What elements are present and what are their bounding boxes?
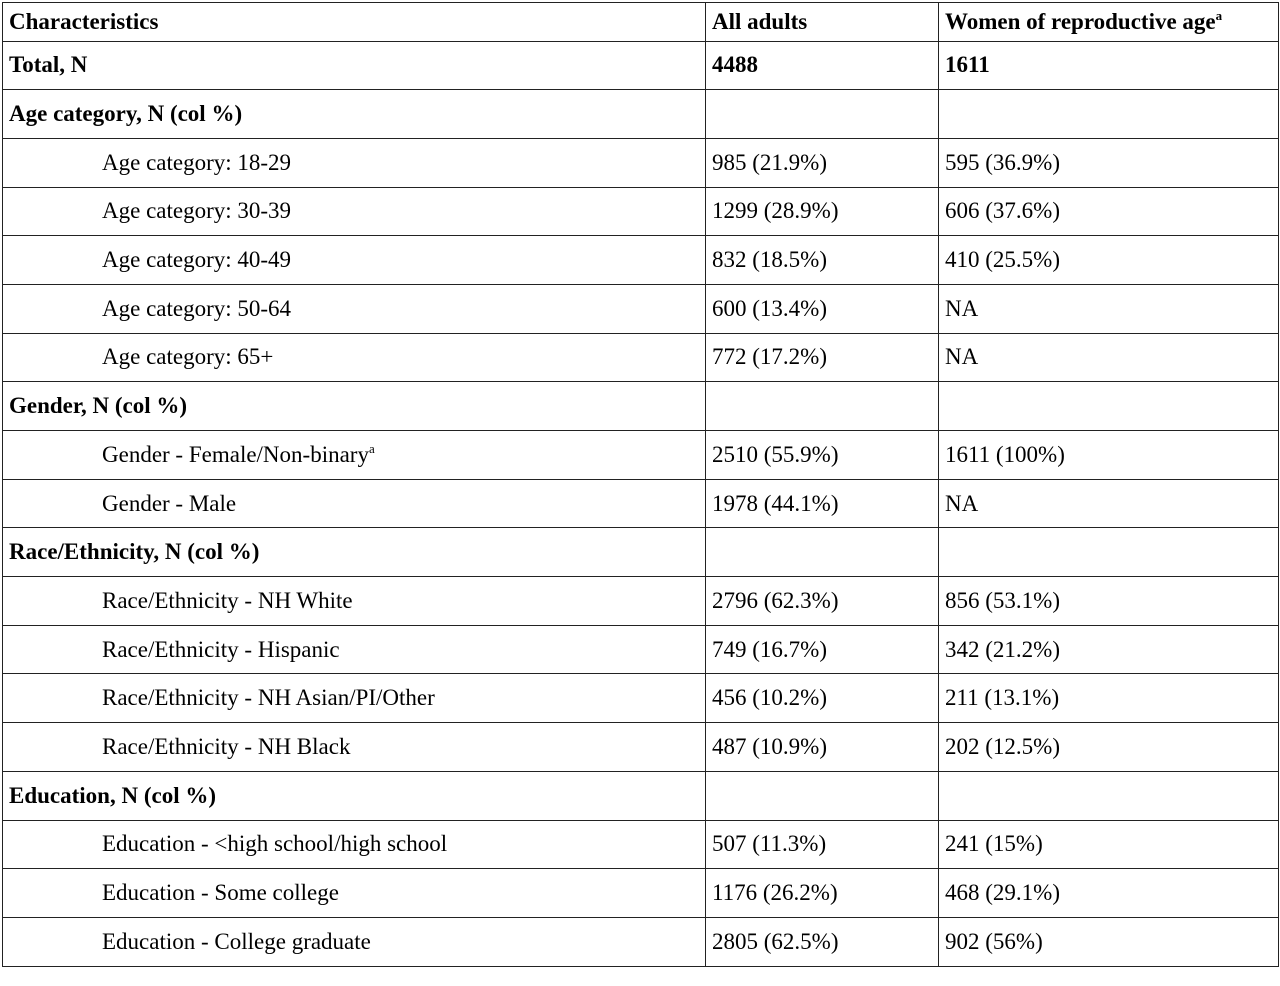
section-label: Race/Ethnicity, N (col %) — [3, 528, 706, 577]
row-women: 606 (37.6%) — [939, 187, 1279, 236]
table-row — [3, 577, 1279, 626]
row-all-adults: 456 (10.2%) — [706, 674, 939, 723]
row-all-adults: 749 (16.7%) — [706, 625, 939, 674]
header-women-footnote-marker: a — [1215, 7, 1223, 23]
row-all-adults — [706, 382, 939, 431]
table-row — [3, 625, 1279, 674]
table-row — [3, 284, 1279, 333]
row-label: Race/Ethnicity - NH White — [3, 577, 706, 626]
row-label: Education - <high school/high school — [3, 820, 706, 869]
row-women: NA — [939, 284, 1279, 333]
row-all-adults: 772 (17.2%) — [706, 333, 939, 382]
table-row-total — [3, 41, 1279, 90]
table-row — [3, 236, 1279, 285]
row-label: Age category: 65+ — [3, 333, 706, 382]
table-header-row — [3, 3, 1279, 42]
row-label: Race/Ethnicity - NH Asian/PI/Other — [3, 674, 706, 723]
section-row-race — [3, 528, 1279, 577]
table-row — [3, 187, 1279, 236]
row-women: 856 (53.1%) — [939, 577, 1279, 626]
row-all-adults — [706, 771, 939, 820]
header-women — [939, 3, 1279, 42]
row-footnote-marker: a — [368, 440, 375, 456]
row-label: Race/Ethnicity - NH Black — [3, 723, 706, 772]
row-all-adults: 1176 (26.2%) — [706, 869, 939, 918]
row-label: Education - College graduate — [3, 917, 706, 966]
row-women — [939, 528, 1279, 577]
row-all-adults: 2805 (62.5%) — [706, 917, 939, 966]
section-label: Gender, N (col %) — [3, 382, 706, 431]
section-label: Education, N (col %) — [3, 771, 706, 820]
row-all-adults: 1978 (44.1%) — [706, 479, 939, 528]
row-women — [939, 382, 1279, 431]
row-all-adults: 1299 (28.9%) — [706, 187, 939, 236]
row-women — [939, 771, 1279, 820]
section-label: Age category, N (col %) — [3, 90, 706, 139]
row-all-adults: 4488 — [706, 41, 939, 90]
table-row — [3, 674, 1279, 723]
row-label: Age category: 30-39 — [3, 187, 706, 236]
row-women: 241 (15%) — [939, 820, 1279, 869]
row-label: Gender - Male — [3, 479, 706, 528]
section-row-age — [3, 90, 1279, 139]
table-row — [3, 917, 1279, 966]
table-row — [3, 869, 1279, 918]
header-women-label: Women of reproductive age — [945, 8, 1216, 34]
row-all-adults: 507 (11.3%) — [706, 820, 939, 869]
table-row — [3, 333, 1279, 382]
table-row — [3, 431, 1279, 480]
section-row-gender — [3, 382, 1279, 431]
row-women: 1611 (100%) — [939, 431, 1279, 480]
row-women: 468 (29.1%) — [939, 869, 1279, 918]
row-all-adults: 2796 (62.3%) — [706, 577, 939, 626]
row-label: Age category: 18-29 — [3, 138, 706, 187]
row-women: NA — [939, 479, 1279, 528]
row-all-adults: 832 (18.5%) — [706, 236, 939, 285]
table-row — [3, 138, 1279, 187]
row-women: 342 (21.2%) — [939, 625, 1279, 674]
row-women: 410 (25.5%) — [939, 236, 1279, 285]
row-women: NA — [939, 333, 1279, 382]
row-label: Race/Ethnicity - Hispanic — [3, 625, 706, 674]
row-women: 202 (12.5%) — [939, 723, 1279, 772]
row-label-cell — [3, 431, 706, 480]
table-row — [3, 479, 1279, 528]
row-all-adults: 600 (13.4%) — [706, 284, 939, 333]
row-women: 1611 — [939, 41, 1279, 90]
row-all-adults: 2510 (55.9%) — [706, 431, 939, 480]
row-all-adults — [706, 528, 939, 577]
table-row — [3, 723, 1279, 772]
row-women: 211 (13.1%) — [939, 674, 1279, 723]
section-row-education — [3, 771, 1279, 820]
row-all-adults — [706, 90, 939, 139]
header-characteristics: Characteristics — [3, 3, 706, 42]
header-all-adults: All adults — [706, 3, 939, 42]
row-label: Age category: 50-64 — [3, 284, 706, 333]
characteristics-table — [2, 2, 1279, 967]
row-label: Education - Some college — [3, 869, 706, 918]
row-women — [939, 90, 1279, 139]
row-label: Age category: 40-49 — [3, 236, 706, 285]
row-label: Gender - Female/Non-binary — [102, 441, 369, 467]
table-row — [3, 820, 1279, 869]
row-women: 595 (36.9%) — [939, 138, 1279, 187]
row-label: Total, N — [3, 41, 706, 90]
row-all-adults: 985 (21.9%) — [706, 138, 939, 187]
row-all-adults: 487 (10.9%) — [706, 723, 939, 772]
row-women: 902 (56%) — [939, 917, 1279, 966]
